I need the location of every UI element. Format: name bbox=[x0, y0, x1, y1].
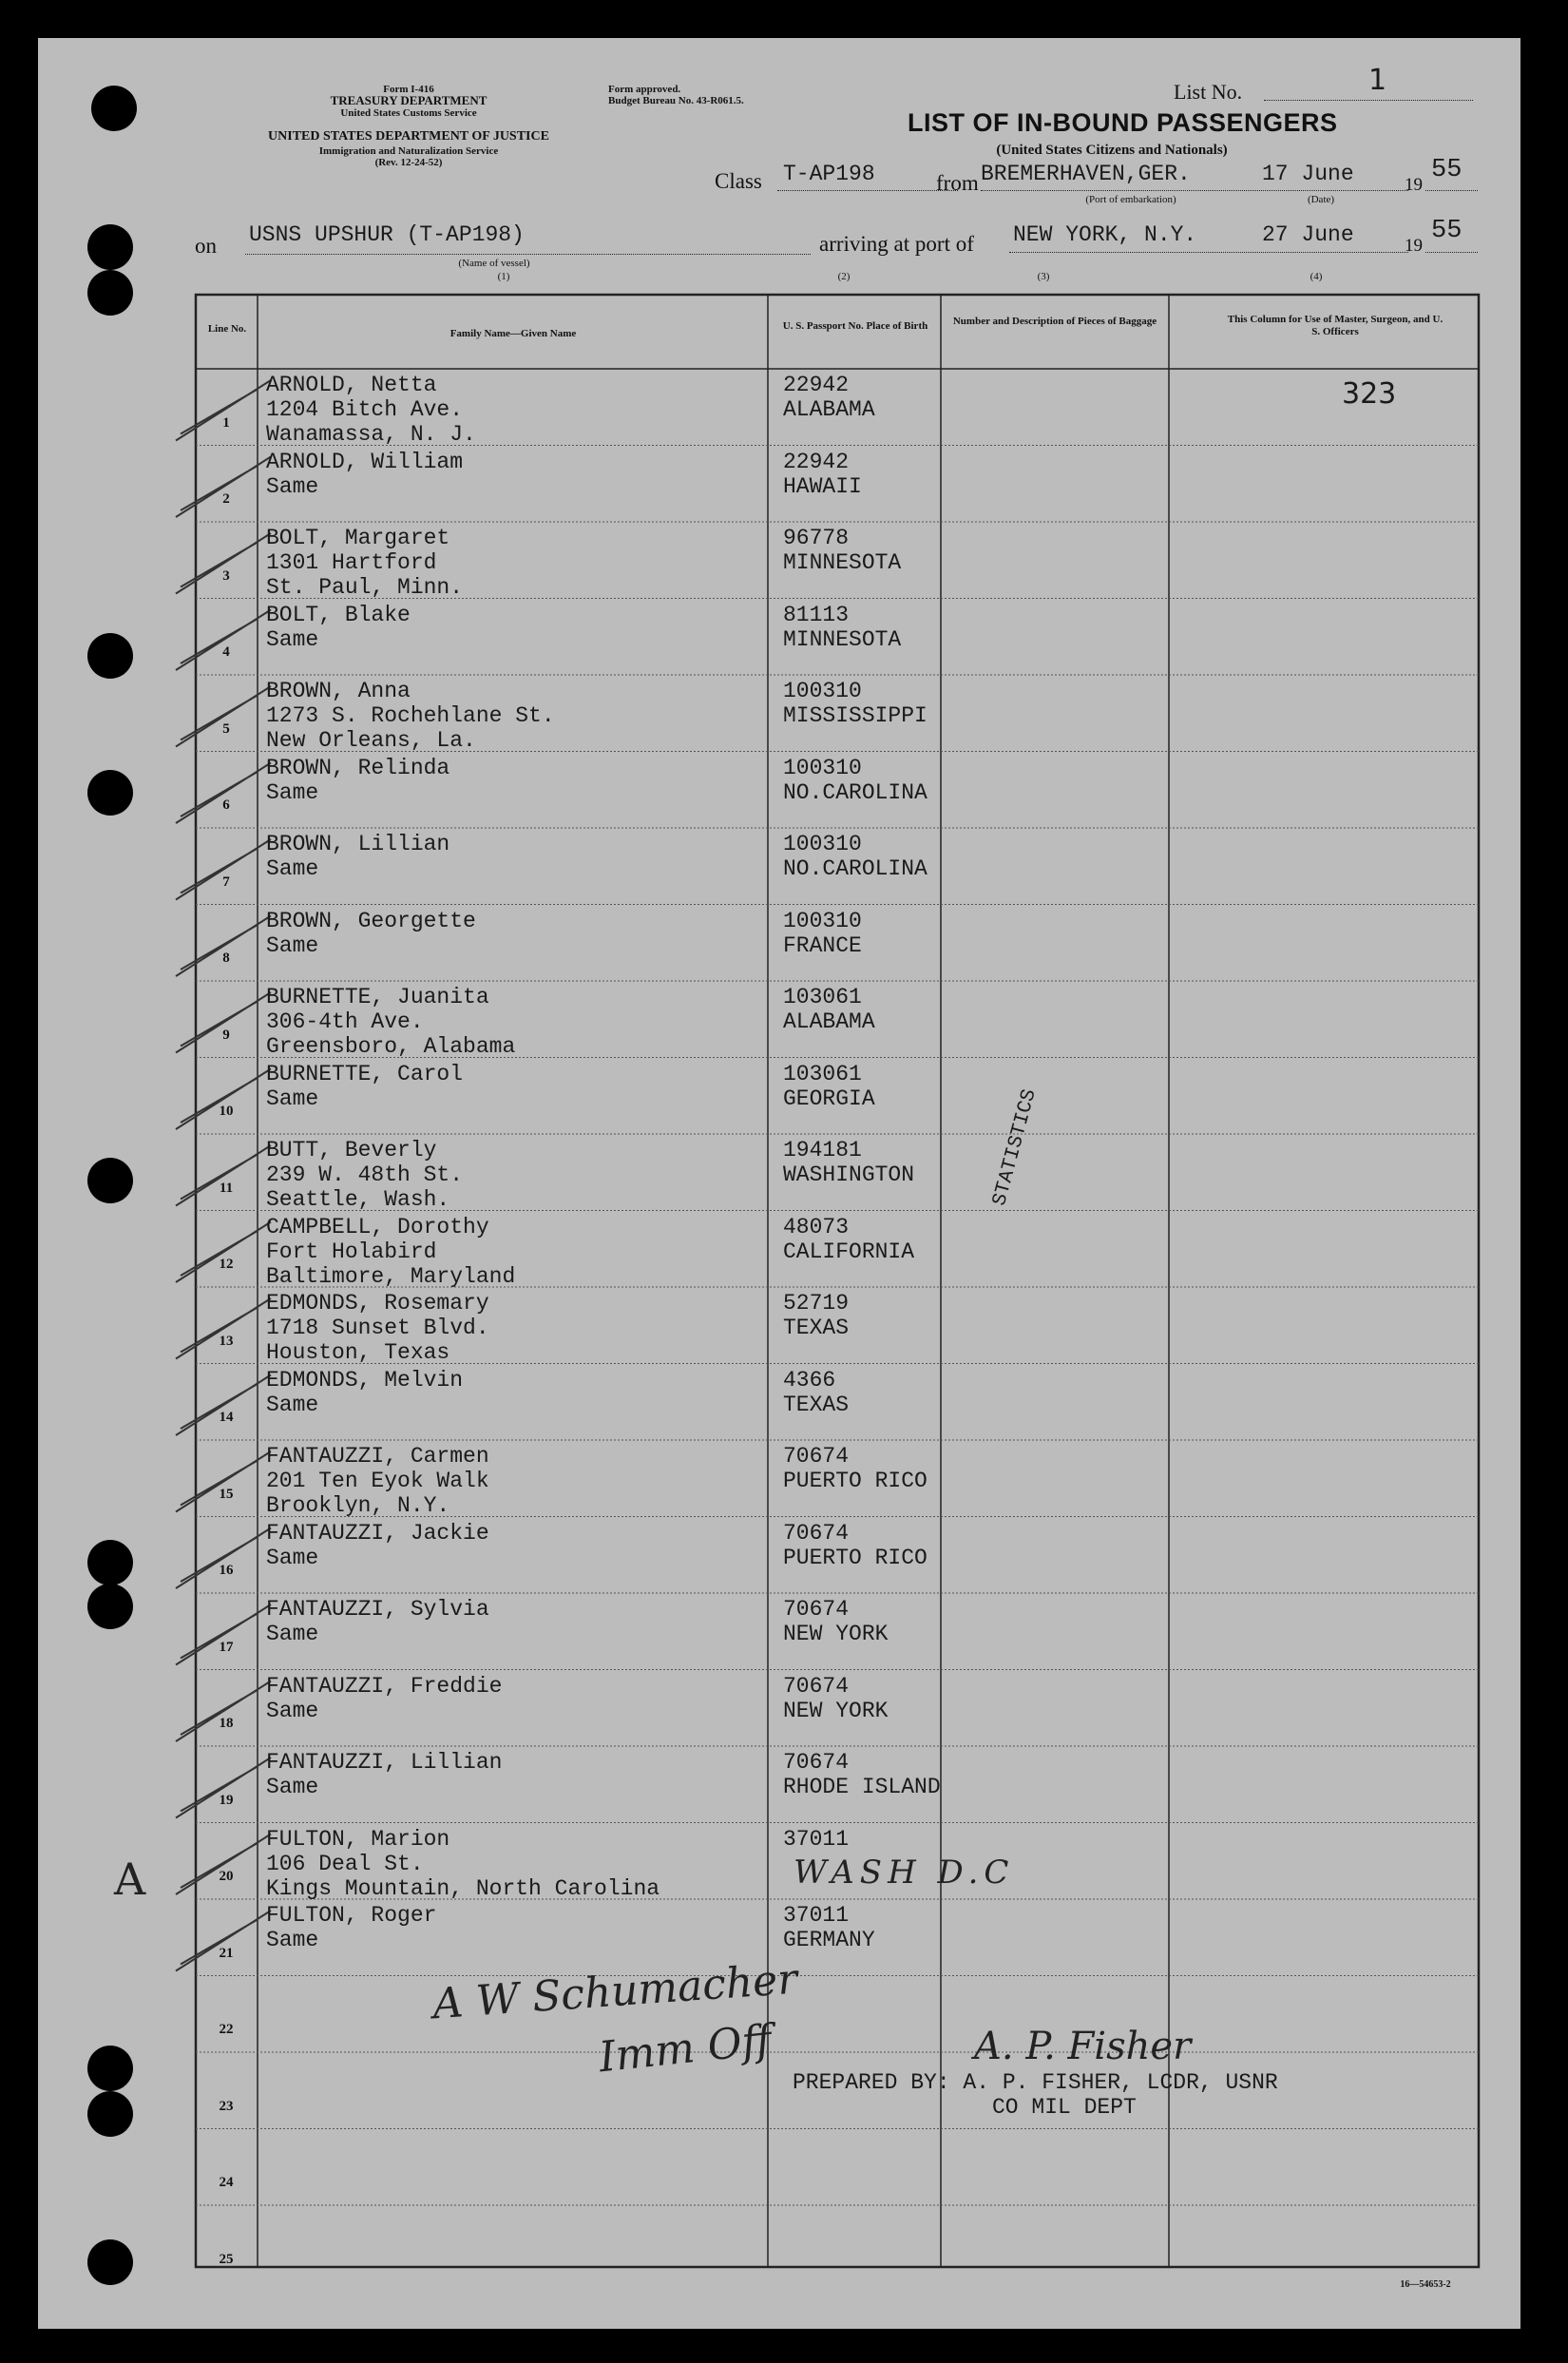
officer-signature-title: Imm Off bbox=[596, 2015, 774, 2083]
print-code: 16—54653-2 bbox=[1400, 2279, 1451, 2290]
check-mark bbox=[176, 1145, 271, 1206]
statistics-stamp: STATISTICS bbox=[988, 1086, 1042, 1209]
passenger-name: BUTT, Beverly 239 W. 48th St. Seattle, Wash. bbox=[266, 1138, 464, 1212]
passport-birthplace: 81113 MINNESOTA bbox=[783, 602, 902, 652]
check-mark bbox=[176, 1758, 271, 1818]
column-header-baggage: Number and Description of Pieces of Baggage bbox=[952, 316, 1157, 327]
line-number: 17 bbox=[219, 1639, 234, 1655]
passenger-name: FULTON, Marion 106 Deal St. Kings Mountain, North Carolina bbox=[266, 1826, 660, 1901]
column-ref-4: (4) bbox=[1310, 271, 1323, 282]
check-mark bbox=[176, 1604, 271, 1665]
passport-birthplace: 37011 GERMANY bbox=[783, 1903, 875, 1952]
check-mark bbox=[176, 1222, 271, 1283]
line-number: 24 bbox=[219, 2175, 234, 2190]
list-no-value: 1 bbox=[1368, 64, 1387, 97]
passenger-name: EDMONDS, Rosemary 1718 Sunset Blvd. Houston, Texas bbox=[266, 1291, 489, 1365]
check-mark bbox=[176, 1451, 271, 1512]
year-prefix: 19 bbox=[1405, 175, 1423, 195]
passenger-name: FULTON, Roger Same bbox=[266, 1903, 437, 1952]
check-mark bbox=[176, 457, 271, 518]
line-number: 20 bbox=[219, 1869, 234, 1884]
passenger-name: ARNOLD, Netta 1204 Bitch Ave. Wanamassa, N. J. bbox=[266, 373, 476, 447]
column-header-name: Family Name—Given Name bbox=[449, 328, 577, 339]
ins-service: Immigration and Naturalization Service bbox=[318, 145, 499, 157]
check-mark bbox=[176, 1069, 271, 1130]
prepared-department: CO MIL DEPT bbox=[992, 2095, 1137, 2120]
column-header-line-no: Line No. bbox=[207, 323, 247, 335]
passport-birthplace: 103061 ALABAMA bbox=[783, 985, 875, 1034]
line-number: 1 bbox=[222, 414, 230, 431]
line-number: 6 bbox=[222, 797, 230, 813]
column-ref-2: (2) bbox=[837, 271, 851, 282]
customs-service: United States Customs Service bbox=[340, 107, 477, 119]
on-label: on bbox=[195, 234, 217, 258]
passport-birthplace: 4366 TEXAS bbox=[783, 1367, 850, 1417]
passenger-name: BOLT, Blake Same bbox=[266, 602, 411, 652]
arrival-year: 55 bbox=[1431, 217, 1463, 245]
form-number: Form I-416 bbox=[383, 84, 434, 95]
check-mark bbox=[176, 992, 271, 1053]
preparer-signature: A. P. Fisher bbox=[974, 2025, 1192, 2068]
column-header-officers: This Column for Use of Master, Surgeon, and U. S. Officers bbox=[1227, 314, 1444, 337]
check-mark bbox=[176, 1298, 271, 1359]
passenger-name: BURNETTE, Carol Same bbox=[266, 1061, 464, 1111]
embarkation-date: 17 June bbox=[1262, 162, 1354, 186]
officer-signature: A W Schumacher bbox=[430, 1954, 799, 2029]
handwritten-birthplace: WASH D.C bbox=[794, 1854, 1015, 1892]
port-of-arrival: NEW YORK, N.Y. bbox=[1013, 222, 1197, 247]
line-number: 7 bbox=[222, 874, 230, 890]
embarkation-year: 55 bbox=[1431, 156, 1463, 184]
passport-birthplace: 96778 MINNESOTA bbox=[783, 526, 902, 575]
officer-note: 323 bbox=[1342, 377, 1397, 411]
passport-birthplace: 100310 FRANCE bbox=[783, 908, 862, 958]
line-number: 5 bbox=[222, 720, 230, 737]
column-header-passport: U. S. Passport No. Place of Birth bbox=[782, 320, 928, 332]
check-mark bbox=[176, 1681, 271, 1742]
line-number: 14 bbox=[219, 1410, 234, 1425]
class-label: Class bbox=[715, 169, 762, 193]
check-mark bbox=[176, 1528, 271, 1589]
from-label: from bbox=[936, 171, 979, 195]
column-ref-3: (3) bbox=[1037, 271, 1050, 282]
treasury-department: TREASURY DEPARTMENT bbox=[330, 93, 488, 107]
line-number: 9 bbox=[222, 1027, 230, 1043]
passport-birthplace: 37011 bbox=[783, 1826, 850, 1852]
passenger-name: BROWN, Relinda Same bbox=[266, 755, 450, 805]
line-number: 10 bbox=[219, 1104, 234, 1119]
passport-birthplace: 100310 NO.CAROLINA bbox=[783, 832, 927, 881]
line-number: 13 bbox=[219, 1333, 234, 1349]
check-mark bbox=[176, 1911, 271, 1971]
passenger-name: EDMONDS, Melvin Same bbox=[266, 1367, 464, 1417]
check-mark bbox=[176, 610, 271, 671]
check-mark bbox=[176, 1375, 271, 1436]
passport-birthplace: 194181 WASHINGTON bbox=[783, 1138, 915, 1187]
passenger-name: FANTAUZZI, Carmen 201 Ten Eyok Walk Brooklyn, N.Y. bbox=[266, 1444, 489, 1518]
line-number: 3 bbox=[222, 567, 230, 584]
arrival-year-prefix: 19 bbox=[1405, 236, 1423, 256]
line-number: 23 bbox=[219, 2098, 234, 2114]
passport-birthplace: 100310 NO.CAROLINA bbox=[783, 755, 927, 805]
dept-justice: UNITED STATES DEPARTMENT OF JUSTICE bbox=[268, 129, 549, 144]
class-value: T-AP198 bbox=[783, 162, 875, 186]
line-number: 15 bbox=[219, 1486, 234, 1502]
arrival-date: 27 June bbox=[1262, 222, 1354, 247]
passenger-name: BOLT, Margaret 1301 Hartford St. Paul, Minn. bbox=[266, 526, 464, 600]
line-number: 19 bbox=[219, 1792, 234, 1808]
passport-birthplace: 100310 MISSISSIPPI bbox=[783, 679, 927, 728]
passenger-name: FANTAUZZI, Freddie Same bbox=[266, 1673, 503, 1723]
passport-birthplace: 70674 NEW YORK bbox=[783, 1673, 889, 1723]
check-mark bbox=[176, 763, 271, 824]
passenger-name: FANTAUZZI, Lillian Same bbox=[266, 1750, 503, 1799]
line-number: 25 bbox=[219, 2251, 234, 2267]
line-number: 4 bbox=[222, 644, 230, 660]
line-number: 16 bbox=[219, 1563, 234, 1578]
check-mark bbox=[176, 686, 271, 747]
line-number: 22 bbox=[219, 2022, 234, 2037]
passenger-name: BURNETTE, Juanita 306-4th Ave. Greensboro, Alabama bbox=[266, 985, 516, 1059]
passport-birthplace: 48073 CALIFORNIA bbox=[783, 1214, 915, 1264]
line-number: 11 bbox=[219, 1180, 234, 1196]
passenger-name: BROWN, Anna 1273 S. Rochehlane St. New Orleans, La. bbox=[266, 679, 555, 753]
check-mark bbox=[176, 839, 271, 900]
check-mark bbox=[176, 533, 271, 594]
document-subtitle: (United States Citizens and Nationals) bbox=[996, 143, 1228, 158]
line-number: 2 bbox=[222, 491, 230, 507]
port-of-embarkation: BREMERHAVEN,GER. bbox=[981, 162, 1191, 186]
arriving-label: arriving at port of bbox=[819, 232, 974, 256]
passenger-name: CAMPBELL, Dorothy Fort Holabird Baltimore, Maryland bbox=[266, 1214, 516, 1289]
passport-birthplace: 103061 GEORGIA bbox=[783, 1061, 875, 1111]
passport-birthplace: 70674 RHODE ISLAND bbox=[783, 1750, 941, 1799]
passenger-name: FANTAUZZI, Jackie Same bbox=[266, 1520, 489, 1570]
document-title: LIST OF IN-BOUND PASSENGERS bbox=[908, 108, 1338, 137]
form-revision: (Rev. 12-24-52) bbox=[374, 157, 443, 168]
passenger-name: BROWN, Georgette Same bbox=[266, 908, 476, 958]
form-approved: Form approved. bbox=[608, 84, 681, 95]
line-number: 12 bbox=[219, 1257, 234, 1272]
passport-birthplace: 22942 ALABAMA bbox=[783, 373, 875, 422]
check-mark bbox=[176, 1835, 271, 1895]
list-no-label: List No. bbox=[1174, 80, 1243, 104]
passport-birthplace: 22942 HAWAII bbox=[783, 449, 862, 499]
passenger-name: FANTAUZZI, Sylvia Same bbox=[266, 1597, 489, 1646]
line-number: 21 bbox=[219, 1945, 234, 1961]
prepared-by: PREPARED BY: A. P. FISHER, LCDR, USNR bbox=[793, 2070, 1278, 2095]
check-mark bbox=[176, 916, 271, 977]
check-mark bbox=[176, 380, 271, 441]
port-embark-caption: (Port of embarkation) bbox=[1085, 194, 1176, 205]
date-caption: (Date) bbox=[1307, 194, 1335, 205]
passport-birthplace: 52719 TEXAS bbox=[783, 1291, 850, 1340]
line-number: 18 bbox=[219, 1716, 234, 1731]
passport-birthplace: 70674 PUERTO RICO bbox=[783, 1444, 927, 1493]
budget-bureau: Budget Bureau No. 43-R061.5. bbox=[608, 95, 744, 106]
vessel-name: USNS UPSHUR (T-AP198) bbox=[249, 222, 525, 247]
column-ref-1: (1) bbox=[497, 271, 510, 282]
line-number: 8 bbox=[222, 951, 230, 966]
passenger-name: BROWN, Lillian Same bbox=[266, 832, 450, 881]
vessel-caption: (Name of vessel) bbox=[458, 258, 530, 269]
passport-birthplace: 70674 PUERTO RICO bbox=[783, 1520, 927, 1570]
passenger-name: ARNOLD, William Same bbox=[266, 449, 464, 499]
passport-birthplace: 70674 NEW YORK bbox=[783, 1597, 889, 1646]
margin-letter: A bbox=[114, 1854, 146, 1905]
